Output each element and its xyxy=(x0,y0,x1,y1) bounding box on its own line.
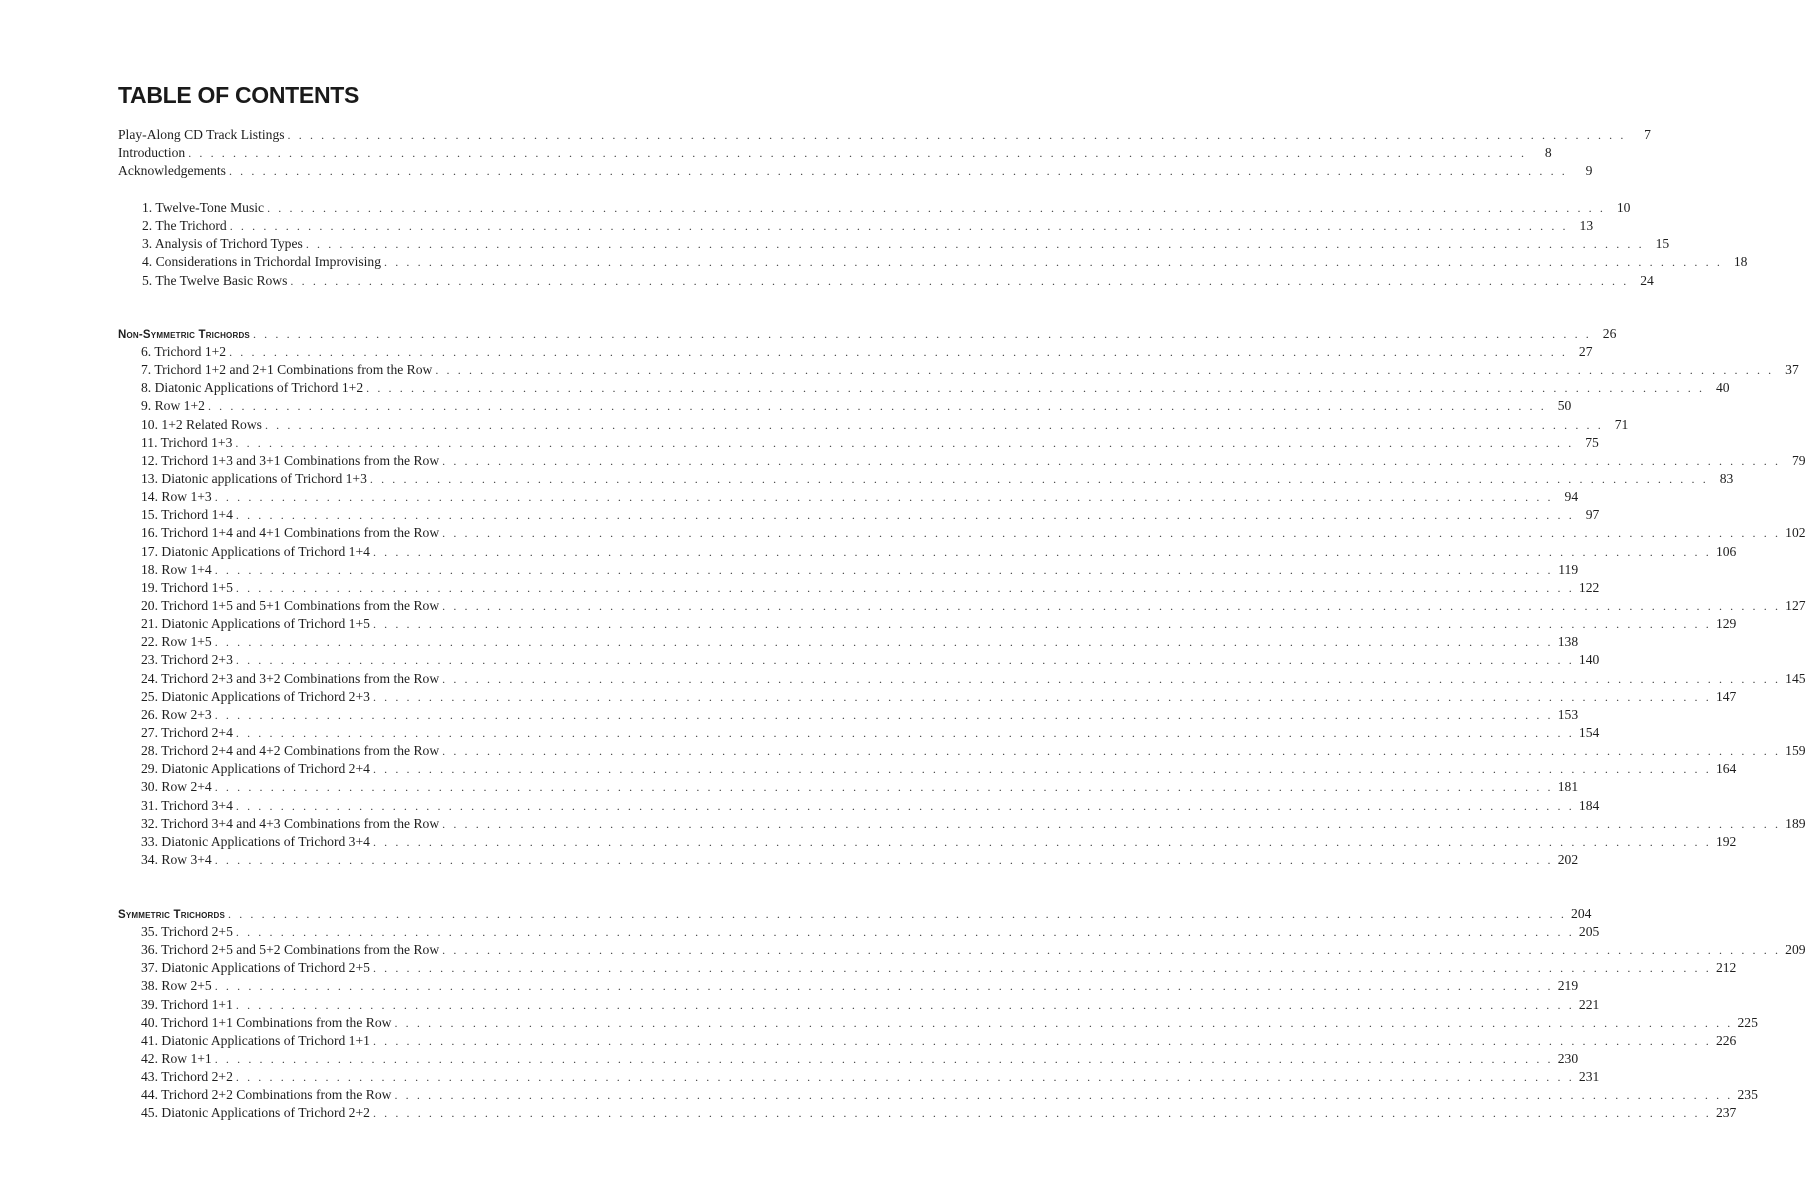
toc-entry[interactable] xyxy=(118,923,1600,941)
entry-title: Introduction xyxy=(118,145,186,161)
toc-entry[interactable] xyxy=(118,959,1737,977)
dot-leader: . . . . . . . . . . . . . . . . . . . . . . . . . . . . . . . . . . . . . . . . . . . . . . . . . . . . . . . . . . . . . . . . . . . . . . . . . . . . . . . . . . . . . . . . . . . . . . . . . . . . . . . . . . . . . . . . . . . . . . . . xyxy=(287,128,1626,142)
page-number: 225 xyxy=(1737,1014,1758,1030)
page-number: 26 xyxy=(1602,326,1617,341)
dot-leader: . . . . . . . . . . . . . . . . . . . . . . . . . . . . . . . . . . . . . . . . . . . . . . . . . . . . . . . . . . . . . . . . . . . . . . . . . . . . . . . . . . . . . . . . . . . . . . . . . . . . . . . . . . . . . . . . . . . . . . . . xyxy=(442,453,1781,468)
page-number: 24 xyxy=(1640,272,1654,288)
entry-title: 28. Trichord 2+4 and 4+2 Combinations from the Row xyxy=(141,743,440,759)
toc-entry[interactable] xyxy=(118,144,1552,162)
dot-leader: . . . . . . . . . . . . . . . . . . . . . . . . . . . . . . . . . . . . . . . . . . . . . . . . . . . . . . . . . . . . . . . . . . . . . . . . . . . . . . . . . . . . . . . . . . . . . . . . . . . . . . . . . . . . . . . . . . . . . . . . xyxy=(372,961,1712,976)
dot-leader: . . . . . . . . . . . . . . . . . . . . . . . . . . . . . . . . . . . . . . . . . . . . . . . . . . . . . . . . . . . . . . . . . . . . . . . . . . . . . . . . . . . . . . . . . . . . . . . . . . . . . . . . . . . . . . . . . . . . . . . . xyxy=(372,617,1712,632)
dot-leader: . . . . . . . . . . . . . . . . . . . . . . . . . . . . . . . . . . . . . . . . . . . . . . . . . . . . . . . . . . . . . . . . . . . . . . . . . . . . . . . . . . . . . . . . . . . . . . . . . . . . . . . . . . . . . . . . . . . . . . . . xyxy=(372,1033,1712,1048)
entry-title: Acknowledgements xyxy=(118,163,226,179)
entry-title: 45. Diatonic Applications of Trichord 2+2 xyxy=(141,1105,370,1121)
entry-title: 4. Considerations in Trichordal Improvising xyxy=(142,254,382,270)
entry-title: 34. Row 3+4 xyxy=(141,851,212,867)
dot-leader: . . . . . . . . . . . . . . . . . . . . . . . . . . . . . . . . . . . . . . . . . . . . . . . . . . . . . . . . . . . . . . . . . . . . . . . . . . . . . . . . . . . . . . . . . . . . . . . . . . . . . . . . . . . . . . . . . . . . . . . . xyxy=(394,1015,1733,1030)
toc-entry[interactable] xyxy=(118,397,1572,415)
entry-title: 22. Row 1+5 xyxy=(141,634,212,650)
entry-title: 6. Trichord 1+2 xyxy=(141,344,227,359)
page-title: TABLE OF CONTENTS xyxy=(118,82,360,108)
entry-title: 3. Analysis of Trichord Types xyxy=(142,236,303,252)
entry-title: 23. Trichord 2+3 xyxy=(141,652,233,668)
entry-title: 36. Trichord 2+5 and 5+2 Combinations from the Row xyxy=(141,942,440,958)
toc-entry[interactable] xyxy=(118,706,1579,724)
toc-entry[interactable] xyxy=(118,470,1734,488)
dot-leader: . . . . . . . . . . . . . . . . . . . . . . . . . . . . . . . . . . . . . . . . . . . . . . . . . . . . . . . . . . . . . . . . . . . . . . . . . . . . . . . . . . . . . . . . . . . . . . . . . . . . . . . . . . . . . . . . . . . . . . . . xyxy=(235,435,1574,450)
entry-title: 13. Diatonic applications of Trichord 1+3 xyxy=(141,470,367,486)
page-number: 209 xyxy=(1785,942,1806,958)
page-number: 205 xyxy=(1578,924,1600,939)
entry-title: 41. Diatonic Applications of Trichord 1+1 xyxy=(141,1032,370,1048)
page-number: 145 xyxy=(1785,670,1806,686)
section-symmetric xyxy=(118,905,1592,923)
entry-title: 26. Row 2+3 xyxy=(141,706,212,722)
toc-entry[interactable] xyxy=(118,941,1806,959)
dot-leader: . . . . . . . . . . . . . . . . . . . . . . . . . . . . . . . . . . . . . . . . . . . . . . . . . . . . . . . . . . . . . . . . . . . . . . . . . . . . . . . . . . . . . . . . . . . . . . . . . . . . . . . . . . . . . . . . . . . . . . . . xyxy=(235,925,1575,939)
entry-title: 16. Trichord 1+4 and 4+1 Combinations from the Row xyxy=(141,525,440,541)
toc-entry[interactable] xyxy=(118,1050,1579,1068)
toc-entry[interactable] xyxy=(118,416,1629,434)
dot-leader: . . . . . . . . . . . . . . . . . . . . . . . . . . . . . . . . . . . . . . . . . . . . . . . . . . . . . . . . . . . . . . . . . . . . . . . . . . . . . . . . . . . . . . . . . . . . . . . . . . . . . . . . . . . . . . . . . . . . . . . . xyxy=(394,1088,1733,1103)
toc-entry[interactable] xyxy=(118,977,1579,995)
dot-leader: . . . . . . . . . . . . . . . . . . . . . . . . . . . . . . . . . . . . . . . . . . . . . . . . . . . . . . . . . . . . . . . . . . . . . . . . . . . . . . . . . . . . . . . . . . . . . . . . . . . . . . . . . . . . . . . . . . . . . . . . xyxy=(442,598,1781,613)
toc-entry[interactable] xyxy=(118,253,1748,271)
entry-title: 39. Trichord 1+1 xyxy=(141,996,233,1012)
entry-title: 9. Row 1+2 xyxy=(141,398,205,414)
dot-leader: . . . . . . . . . . . . . . . . . . . . . . . . . . . . . . . . . . . . . . . . . . . . . . . . . . . . . . . . . . . . . . . . . . . . . . . . . . . . . . . . . . . . . . . . . . . . . . . . . . . . . . . . . . . . . . . . . . . . . . . . xyxy=(264,417,1604,432)
page-number: 102 xyxy=(1785,525,1806,541)
toc-entry[interactable] xyxy=(118,488,1579,506)
page-number: 140 xyxy=(1578,652,1600,668)
dot-leader: . . . . . . . . . . . . . . . . . . . . . . . . . . . . . . . . . . . . . . . . . . . . . . . . . . . . . . . . . . . . . . . . . . . . . . . . . . . . . . . . . . . . . . . . . . . . . . . . . . . . . . . . . . . . . . . . . . . . . . . . xyxy=(214,852,1554,867)
page-number: 221 xyxy=(1578,996,1600,1012)
dot-leader: . . . . . . . . . . . . . . . . . . . . . . . . . . . . . . . . . . . . . . . . . . . . . . . . . . . . . . . . . . . . . . . . . . . . . . . . . . . . . . . . . . . . . . . . . . . . . . . . . . . . . . . . . . . . . . . . . . . . . . . . xyxy=(235,1070,1575,1085)
entry-title: 2. The Trichord xyxy=(142,218,227,234)
page-number: 219 xyxy=(1557,978,1579,994)
entry-title: 29. Diatonic Applications of Trichord 2+4 xyxy=(141,761,370,777)
page-number: 75 xyxy=(1585,434,1599,450)
dot-leader: . . . . . . . . . . . . . . . . . . . . . . . . . . . . . . . . . . . . . . . . . . . . . . . . . . . . . . . . . . . . . . . . . . . . . . . . . . . . . . . . . . . . . . . . . . . . . . . . . . . . . . . . . . . . . . . . . . . . . . . . xyxy=(252,327,1592,341)
toc-entry[interactable] xyxy=(118,361,1799,379)
page-number: 181 xyxy=(1557,779,1579,795)
page-number: 97 xyxy=(1585,507,1600,523)
dot-leader: . . . . . . . . . . . . . . . . . . . . . . . . . . . . . . . . . . . . . . . . . . . . . . . . . . . . . . . . . . . . . . . . . . . . . . . . . . . . . . . . . . . . . . . . . . . . . . . . . . . . . . . . . . . . . . . . . . . . . . . . xyxy=(229,345,1568,359)
entry-title: 42. Row 1+1 xyxy=(141,1050,212,1066)
page-number: 15 xyxy=(1655,236,1670,252)
entry-title: 14. Row 1+3 xyxy=(141,489,212,505)
toc-entry[interactable] xyxy=(118,543,1737,561)
toc-entry[interactable] xyxy=(118,742,1806,760)
dot-leader: . . . . . . . . . . . . . . . . . . . . . . . . . . . . . . . . . . . . . . . . . . . . . . . . . . . . . . . . . . . . . . . . . . . . . . . . . . . . . . . . . . . . . . . . . . . . . . . . . . . . . . . . . . . . . . . . . . . . . . . . xyxy=(214,635,1554,650)
dot-leader: . . . . . . . . . . . . . . . . . . . . . . . . . . . . . . . . . . . . . . . . . . . . . . . . . . . . . . . . . . . . . . . . . . . . . . . . . . . . . . . . . . . . . . . . . . . . . . . . . . . . . . . . . . . . . . . . . . . . . . . . xyxy=(214,979,1554,994)
toc-entry[interactable] xyxy=(118,633,1579,651)
toc-entry[interactable] xyxy=(118,1068,1600,1086)
toc-entry[interactable] xyxy=(118,524,1806,542)
dot-leader: . . . . . . . . . . . . . . . . . . . . . . . . . . . . . . . . . . . . . . . . . . . . . . . . . . . . . . . . . . . . . . . . . . . . . . . . . . . . . . . . . . . . . . . . . . . . . . . . . . . . . . . . . . . . . . . . . . . . . . . . xyxy=(442,943,1781,958)
page-number: 9 xyxy=(1585,163,1593,179)
toc-entry[interactable] xyxy=(118,343,1593,361)
page-number: 138 xyxy=(1557,634,1579,650)
dot-leader: . . . . . . . . . . . . . . . . . . . . . . . . . . . . . . . . . . . . . . . . . . . . . . . . . . . . . . . . . . . . . . . . . . . . . . . . . . . . . . . . . . . . . . . . . . . . . . . . . . . . . . . . . . . . . . . . . . . . . . . . xyxy=(384,255,1723,270)
dot-leader: . . . . . . . . . . . . . . . . . . . . . . . . . . . . . . . . . . . . . . . . . . . . . . . . . . . . . . . . . . . . . . . . . . . . . . . . . . . . . . . . . . . . . . . . . . . . . . . . . . . . . . . . . . . . . . . . . . . . . . . . xyxy=(372,544,1712,559)
entry-title: 33. Diatonic Applications of Trichord 3+4 xyxy=(141,833,370,849)
toc-entry[interactable] xyxy=(118,815,1806,833)
toc-entry[interactable] xyxy=(118,688,1737,706)
entry-title: 7. Trichord 1+2 and 2+1 Combinations from the Row xyxy=(141,362,433,378)
dot-leader: . . . . . . . . . . . . . . . . . . . . . . . . . . . . . . . . . . . . . . . . . . . . . . . . . . . . . . . . . . . . . . . . . . . . . . . . . . . . . . . . . . . . . . . . . . . . . . . . . . . . . . . . . . . . . . . . . . . . . . . . xyxy=(372,834,1712,849)
entry-title: 17. Diatonic Applications of Trichord 1+4 xyxy=(141,543,370,559)
page-number: 230 xyxy=(1557,1050,1579,1066)
entry-title: 35. Trichord 2+5 xyxy=(141,924,233,939)
page-number: 153 xyxy=(1557,706,1579,722)
entry-title: 19. Trichord 1+5 xyxy=(141,579,233,595)
entry-title: 30. Row 2+4 xyxy=(141,779,212,795)
dot-leader: . . . . . . . . . . . . . . . . . . . . . . . . . . . . . . . . . . . . . . . . . . . . . . . . . . . . . . . . . . . . . . . . . . . . . . . . . . . . . . . . . . . . . . . . . . . . . . . . . . . . . . . . . . . . . . . . . . . . . . . . xyxy=(372,1106,1712,1121)
entry-title: 21. Diatonic Applications of Trichord 1+5 xyxy=(141,616,370,632)
entry-title: 24. Trichord 2+3 and 3+2 Combinations from the Row xyxy=(141,670,440,686)
page-number: 147 xyxy=(1715,688,1737,704)
section-heading: Non-Symmetric Trichords xyxy=(118,329,250,341)
dot-leader: . . . . . . . . . . . . . . . . . . . . . . . . . . . . . . . . . . . . . . . . . . . . . . . . . . . . . . . . . . . . . . . . . . . . . . . . . . . . . . . . . . . . . . . . . . . . . . . . . . . . . . . . . . . . . . . . . . . . . . . . xyxy=(235,725,1575,740)
dot-leader: . . . . . . . . . . . . . . . . . . . . . . . . . . . . . . . . . . . . . . . . . . . . . . . . . . . . . . . . . . . . . . . . . . . . . . . . . . . . . . . . . . . . . . . . . . . . . . . . . . . . . . . . . . . . . . . . . . . . . . . . xyxy=(235,508,1575,523)
page-number: 189 xyxy=(1785,815,1806,831)
page-number: 129 xyxy=(1715,616,1737,632)
page-number: 119 xyxy=(1558,561,1579,577)
entry-title: 37. Diatonic Applications of Trichord 2+5 xyxy=(141,960,370,976)
page-number: 235 xyxy=(1737,1087,1758,1103)
page-number: 154 xyxy=(1578,724,1600,740)
entry-title: 11. Trichord 1+3 xyxy=(141,434,233,450)
dot-leader: . . . . . . . . . . . . . . . . . . . . . . . . . . . . . . . . . . . . . . . . . . . . . . . . . . . . . . . . . . . . . . . . . . . . . . . . . . . . . . . . . . . . . . . . . . . . . . . . . . . . . . . . . . . . . . . . . . . . . . . . xyxy=(229,219,1569,234)
dot-leader: . . . . . . . . . . . . . . . . . . . . . . . . . . . . . . . . . . . . . . . . . . . . . . . . . . . . . . . . . . . . . . . . . . . . . . . . . . . . . . . . . . . . . . . . . . . . . . . . . . . . . . . . . . . . . . . . . . . . . . . . xyxy=(214,780,1554,795)
toc-entry[interactable] xyxy=(118,126,1651,144)
dot-leader: . . . . . . . . . . . . . . . . . . . . . . . . . . . . . . . . . . . . . . . . . . . . . . . . . . . . . . . . . . . . . . . . . . . . . . . . . . . . . . . . . . . . . . . . . . . . . . . . . . . . . . . . . . . . . . . . . . . . . . . . xyxy=(228,907,1567,921)
non-symmetric-list xyxy=(118,343,1806,869)
dot-leader: . . . . . . . . . . . . . . . . . . . . . . . . . . . . . . . . . . . . . . . . . . . . . . . . . . . . . . . . . . . . . . . . . . . . . . . . . . . . . . . . . . . . . . . . . . . . . . . . . . . . . . . . . . . . . . . . . . . . . . . . xyxy=(369,471,1709,486)
toc-entry[interactable] xyxy=(118,778,1579,796)
page-number: 184 xyxy=(1578,797,1600,813)
section-non-symmetric xyxy=(118,325,1617,343)
entry-title: 18. Row 1+4 xyxy=(141,561,212,577)
page-number: 18 xyxy=(1733,254,1748,270)
toc-entry[interactable] xyxy=(118,760,1737,778)
dot-leader: . . . . . . . . . . . . . . . . . . . . . . . . . . . . . . . . . . . . . . . . . . . . . . . . . . . . . . . . . . . . . . . . . . . . . . . . . . . . . . . . . . . . . . . . . . . . . . . . . . . . . . . . . . . . . . . . . . . . . . . . xyxy=(442,671,1781,686)
page-number: 237 xyxy=(1715,1105,1737,1121)
section-heading-row[interactable] xyxy=(118,325,1617,343)
entry-title: 8. Diatonic Applications of Trichord 1+2 xyxy=(141,380,364,396)
section-heading: Symmetric Trichords xyxy=(118,909,226,921)
toc-entry[interactable] xyxy=(118,996,1600,1014)
page-number: 13 xyxy=(1579,218,1594,234)
dot-leader: . . . . . . . . . . . . . . . . . . . . . . . . . . . . . . . . . . . . . . . . . . . . . . . . . . . . . . . . . . . . . . . . . . . . . . . . . . . . . . . . . . . . . . . . . . . . . . . . . . . . . . . . . . . . . . . . . . . . . . . . xyxy=(214,707,1554,722)
toc-entry[interactable] xyxy=(118,1086,1758,1104)
dot-leader: . . . . . . . . . . . . . . . . . . . . . . . . . . . . . . . . . . . . . . . . . . . . . . . . . . . . . . . . . . . . . . . . . . . . . . . . . . . . . . . . . . . . . . . . . . . . . . . . . . . . . . . . . . . . . . . . . . . . . . . . xyxy=(435,363,1774,378)
dot-leader: . . . . . . . . . . . . . . . . . . . . . . . . . . . . . . . . . . . . . . . . . . . . . . . . . . . . . . . . . . . . . . . . . . . . . . . . . . . . . . . . . . . . . . . . . . . . . . . . . . . . . . . . . . . . . . . . . . . . . . . . xyxy=(305,237,1645,252)
page-number: 83 xyxy=(1719,470,1734,486)
dot-leader: . . . . . . . . . . . . . . . . . . . . . . . . . . . . . . . . . . . . . . . . . . . . . . . . . . . . . . . . . . . . . . . . . . . . . . . . . . . . . . . . . . . . . . . . . . . . . . . . . . . . . . . . . . . . . . . . . . . . . . . . xyxy=(188,146,1527,161)
entry-title: 5. The Twelve Basic Rows xyxy=(142,272,288,288)
dot-leader: . . . . . . . . . . . . . . . . . . . . . . . . . . . . . . . . . . . . . . . . . . . . . . . . . . . . . . . . . . . . . . . . . . . . . . . . . . . . . . . . . . . . . . . . . . . . . . . . . . . . . . . . . . . . . . . . . . . . . . . . xyxy=(207,399,1547,414)
entry-title: Play-Along CD Track Listings xyxy=(118,127,285,142)
toc-entry[interactable] xyxy=(118,1104,1737,1122)
page-number: 202 xyxy=(1557,851,1579,867)
page-number: 27 xyxy=(1578,344,1593,359)
dot-leader: . . . . . . . . . . . . . . . . . . . . . . . . . . . . . . . . . . . . . . . . . . . . . . . . . . . . . . . . . . . . . . . . . . . . . . . . . . . . . . . . . . . . . . . . . . . . . . . . . . . . . . . . . . . . . . . . . . . . . . . . xyxy=(267,201,1606,215)
entry-title: 15. Trichord 1+4 xyxy=(141,507,233,523)
dot-leader: . . . . . . . . . . . . . . . . . . . . . . . . . . . . . . . . . . . . . . . . . . . . . . . . . . . . . . . . . . . . . . . . . . . . . . . . . . . . . . . . . . . . . . . . . . . . . . . . . . . . . . . . . . . . . . . . . . . . . . . . xyxy=(228,164,1568,179)
toc-entry[interactable] xyxy=(118,1032,1737,1050)
toc-entry[interactable] xyxy=(118,597,1806,615)
entry-title: 27. Trichord 2+4 xyxy=(141,724,233,740)
page-number: 159 xyxy=(1785,743,1806,759)
page-number: 79 xyxy=(1791,452,1806,468)
basics-list xyxy=(118,199,1748,290)
toc-entry[interactable] xyxy=(118,162,1593,180)
page-number: 50 xyxy=(1557,398,1572,414)
page-number: 164 xyxy=(1715,761,1737,777)
toc-entry[interactable] xyxy=(118,434,1599,452)
dot-leader: . . . . . . . . . . . . . . . . . . . . . . . . . . . . . . . . . . . . . . . . . . . . . . . . . . . . . . . . . . . . . . . . . . . . . . . . . . . . . . . . . . . . . . . . . . . . . . . . . . . . . . . . . . . . . . . . . . . . . . . . xyxy=(214,490,1554,505)
page-number: 8 xyxy=(1544,145,1552,161)
dot-leader: . . . . . . . . . . . . . . . . . . . . . . . . . . . . . . . . . . . . . . . . . . . . . . . . . . . . . . . . . . . . . . . . . . . . . . . . . . . . . . . . . . . . . . . . . . . . . . . . . . . . . . . . . . . . . . . . . . . . . . . . xyxy=(372,762,1712,777)
toc-entry[interactable] xyxy=(118,651,1600,669)
entry-title: 43. Trichord 2+2 xyxy=(141,1069,233,1085)
dot-leader: . . . . . . . . . . . . . . . . . . . . . . . . . . . . . . . . . . . . . . . . . . . . . . . . . . . . . . . . . . . . . . . . . . . . . . . . . . . . . . . . . . . . . . . . . . . . . . . . . . . . . . . . . . . . . . . . . . . . . . . . xyxy=(372,689,1712,704)
entry-title: 40. Trichord 1+1 Combinations from the Row xyxy=(141,1014,392,1030)
page-number: 71 xyxy=(1614,416,1629,432)
toc-entry[interactable] xyxy=(118,615,1737,633)
dot-leader: . . . . . . . . . . . . . . . . . . . . . . . . . . . . . . . . . . . . . . . . . . . . . . . . . . . . . . . . . . . . . . . . . . . . . . . . . . . . . . . . . . . . . . . . . . . . . . . . . . . . . . . . . . . . . . . . . . . . . . . . xyxy=(235,653,1575,668)
page-number: 94 xyxy=(1564,489,1579,505)
toc-entry[interactable] xyxy=(118,379,1730,397)
entry-title: 20. Trichord 1+5 and 5+1 Combinations from the Row xyxy=(141,597,440,613)
dot-leader: . . . . . . . . . . . . . . . . . . . . . . . . . . . . . . . . . . . . . . . . . . . . . . . . . . . . . . . . . . . . . . . . . . . . . . . . . . . . . . . . . . . . . . . . . . . . . . . . . . . . . . . . . . . . . . . . . . . . . . . . xyxy=(214,1051,1554,1066)
toc-entry[interactable] xyxy=(118,452,1806,470)
dot-leader: . . . . . . . . . . . . . . . . . . . . . . . . . . . . . . . . . . . . . . . . . . . . . . . . . . . . . . . . . . . . . . . . . . . . . . . . . . . . . . . . . . . . . . . . . . . . . . . . . . . . . . . . . . . . . . . . . . . . . . . . xyxy=(442,526,1781,541)
page-number: 122 xyxy=(1578,579,1600,595)
toc-entry[interactable] xyxy=(118,579,1600,597)
dot-leader: . . . . . . . . . . . . . . . . . . . . . . . . . . . . . . . . . . . . . . . . . . . . . . . . . . . . . . . . . . . . . . . . . . . . . . . . . . . . . . . . . . . . . . . . . . . . . . . . . . . . . . . . . . . . . . . . . . . . . . . . xyxy=(235,798,1575,813)
page-number: 204 xyxy=(1571,906,1592,921)
toc-entry[interactable] xyxy=(118,833,1737,851)
dot-leader: . . . . . . . . . . . . . . . . . . . . . . . . . . . . . . . . . . . . . . . . . . . . . . . . . . . . . . . . . . . . . . . . . . . . . . . . . . . . . . . . . . . . . . . . . . . . . . . . . . . . . . . . . . . . . . . . . . . . . . . . xyxy=(442,744,1781,759)
dot-leader: . . . . . . . . . . . . . . . . . . . . . . . . . . . . . . . . . . . . . . . . . . . . . . . . . . . . . . . . . . . . . . . . . . . . . . . . . . . . . . . . . . . . . . . . . . . . . . . . . . . . . . . . . . . . . . . . . . . . . . . . xyxy=(214,562,1554,577)
entry-title: 44. Trichord 2+2 Combinations from the Row xyxy=(141,1087,392,1103)
toc-entry[interactable] xyxy=(118,851,1579,869)
page-number: 226 xyxy=(1715,1032,1737,1048)
page-number: 7 xyxy=(1644,127,1651,142)
page-number: 212 xyxy=(1715,960,1737,976)
section-heading-row[interactable] xyxy=(118,905,1592,923)
dot-leader: . . . . . . . . . . . . . . . . . . . . . . . . . . . . . . . . . . . . . . . . . . . . . . . . . . . . . . . . . . . . . . . . . . . . . . . . . . . . . . . . . . . . . . . . . . . . . . . . . . . . . . . . . . . . . . . . . . . . . . . . xyxy=(366,381,1705,396)
toc-entry[interactable] xyxy=(118,506,1600,524)
entry-title: 38. Row 2+5 xyxy=(141,978,212,994)
symmetric-list xyxy=(118,923,1806,1123)
toc-entry[interactable] xyxy=(118,199,1631,217)
page-number: 192 xyxy=(1715,833,1737,849)
toc-entry[interactable] xyxy=(118,670,1806,688)
toc-entry[interactable] xyxy=(118,797,1600,815)
page-number: 231 xyxy=(1578,1069,1600,1085)
toc-entry[interactable] xyxy=(118,272,1654,290)
toc-entry[interactable] xyxy=(118,217,1594,235)
page-number: 106 xyxy=(1715,543,1737,559)
dot-leader: . . . . . . . . . . . . . . . . . . . . . . . . . . . . . . . . . . . . . . . . . . . . . . . . . . . . . . . . . . . . . . . . . . . . . . . . . . . . . . . . . . . . . . . . . . . . . . . . . . . . . . . . . . . . . . . . . . . . . . . . xyxy=(290,273,1629,288)
entry-title: 25. Diatonic Applications of Trichord 2+3 xyxy=(141,688,370,704)
entry-title: 12. Trichord 1+3 and 3+1 Combinations from the Row xyxy=(141,452,440,468)
page-number: 37 xyxy=(1785,362,1799,378)
entry-title: 10. 1+2 Related Rows xyxy=(141,416,262,432)
dot-leader: . . . . . . . . . . . . . . . . . . . . . . . . . . . . . . . . . . . . . . . . . . . . . . . . . . . . . . . . . . . . . . . . . . . . . . . . . . . . . . . . . . . . . . . . . . . . . . . . . . . . . . . . . . . . . . . . . . . . . . . . xyxy=(235,580,1575,595)
entry-title: 31. Trichord 3+4 xyxy=(141,797,233,813)
dot-leader: . . . . . . . . . . . . . . . . . . . . . . . . . . . . . . . . . . . . . . . . . . . . . . . . . . . . . . . . . . . . . . . . . . . . . . . . . . . . . . . . . . . . . . . . . . . . . . . . . . . . . . . . . . . . . . . . . . . . . . . . xyxy=(442,816,1781,831)
toc-entry[interactable] xyxy=(118,561,1579,579)
dot-leader: . . . . . . . . . . . . . . . . . . . . . . . . . . . . . . . . . . . . . . . . . . . . . . . . . . . . . . . . . . . . . . . . . . . . . . . . . . . . . . . . . . . . . . . . . . . . . . . . . . . . . . . . . . . . . . . . . . . . . . . . xyxy=(235,997,1575,1012)
page-number: 10 xyxy=(1616,200,1631,215)
toc-entry[interactable] xyxy=(118,724,1600,742)
toc-entry[interactable] xyxy=(118,1014,1758,1032)
toc-entry[interactable] xyxy=(118,235,1670,253)
page-number: 127 xyxy=(1785,597,1806,613)
page-number: 40 xyxy=(1715,380,1730,396)
front-matter-list xyxy=(118,126,1651,180)
entry-title: 1. Twelve-Tone Music xyxy=(142,200,265,215)
entry-title: 32. Trichord 3+4 and 4+3 Combinations from the Row xyxy=(141,815,440,831)
